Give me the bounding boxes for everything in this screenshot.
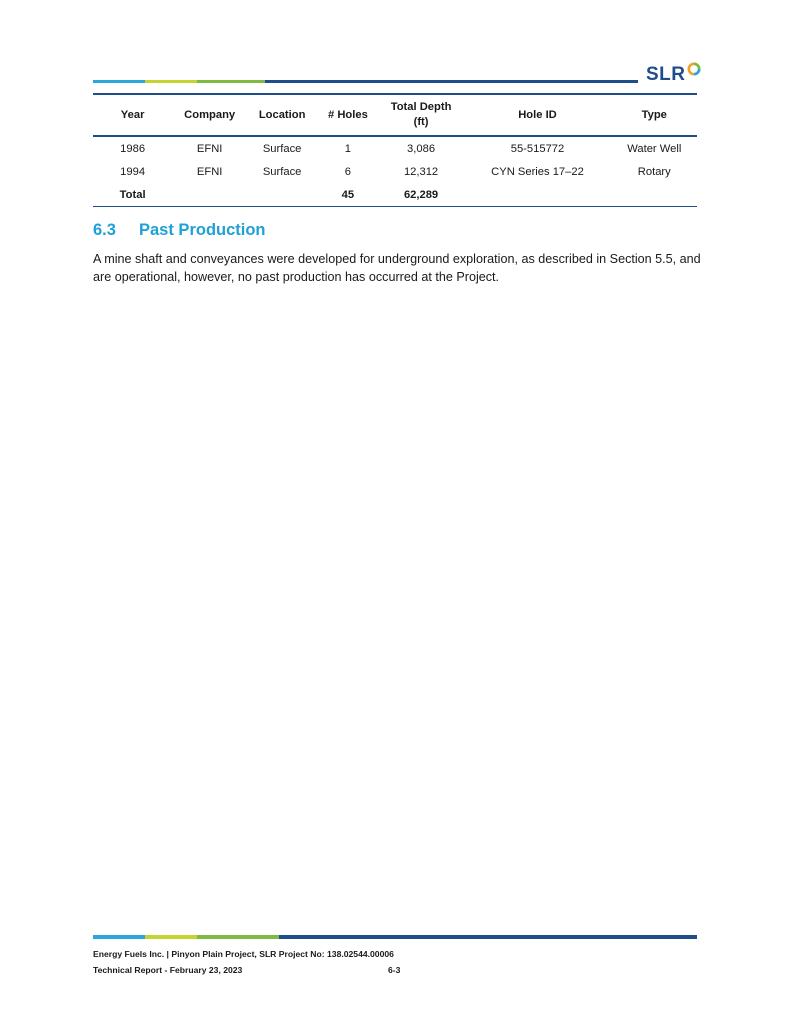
- cell-holes: 6: [344, 165, 352, 178]
- footer-rule-green-segment: [197, 935, 279, 939]
- cell-total-holes: 45: [341, 188, 355, 201]
- logo-text: SLR: [646, 64, 686, 85]
- header-rule-lime-segment: [145, 80, 197, 83]
- header-rule: [93, 80, 638, 83]
- column-header-location: Location: [258, 108, 306, 121]
- section-number: 6.3: [93, 221, 116, 239]
- section-title: Past Production: [139, 221, 266, 239]
- column-header-company: Company: [184, 108, 236, 121]
- section-body-paragraph: A mine shaft and conveyances were developed for underground exploration, as described in Section 5.5, and are operational, however, no past production has occurred at the Project.: [93, 252, 701, 284]
- cell-year: 1986: [120, 142, 146, 155]
- header-rule-green-segment: [197, 80, 265, 83]
- cell-empty: [247, 183, 317, 207]
- column-header-holes: # Holes: [328, 108, 368, 121]
- footer-page-number: 6-3: [388, 965, 401, 975]
- cell-depth: 3,086: [407, 142, 436, 155]
- header-rule-blue-segment: [265, 80, 638, 83]
- column-header-total-depth-line2: (ft): [413, 116, 429, 128]
- column-header-year: Year: [120, 108, 145, 121]
- cell-location: Surface: [262, 142, 302, 155]
- cell-holes: 1: [344, 142, 352, 155]
- footer-rule-cyan-segment: [93, 935, 145, 939]
- table-total-row: [93, 183, 697, 207]
- footer-rule-blue-segment: [279, 935, 697, 939]
- table-row: [93, 136, 697, 160]
- cell-company: EFNI: [196, 165, 223, 178]
- slr-logo: [646, 62, 701, 88]
- section-heading: [93, 221, 266, 240]
- column-header-hole-id: Hole ID: [518, 108, 557, 121]
- header-rule-cyan-segment: [93, 80, 145, 83]
- cell-year: 1994: [120, 165, 146, 178]
- cell-empty: [463, 183, 611, 207]
- column-header-type: Type: [641, 108, 667, 121]
- cell-total-label: Total: [119, 188, 146, 201]
- column-header-total-depth: [379, 94, 464, 136]
- footer-report-line: Technical Report - February 23, 2023: [93, 965, 243, 975]
- table-header-row: [93, 94, 697, 136]
- footer-rule-lime-segment: [145, 935, 197, 939]
- cell-type: Rotary: [637, 165, 671, 178]
- cell-hole-id: CYN Series 17–22: [491, 165, 584, 178]
- cell-depth: 12,312: [403, 165, 439, 178]
- footer-rule: [93, 935, 697, 939]
- logo-mark-icon: [687, 62, 701, 76]
- footer-project-line: Energy Fuels Inc. | Pinyon Plain Project, SLR Project No: 138.02544.00006: [93, 949, 394, 959]
- cell-total-depth: 62,289: [403, 188, 439, 201]
- cell-type: Water Well: [627, 142, 682, 155]
- table-row: [93, 160, 697, 183]
- cell-company: EFNI: [196, 142, 223, 155]
- cell-location: Surface: [262, 165, 302, 178]
- drilling-table: [93, 93, 697, 207]
- column-header-total-depth-line1: Total Depth: [390, 101, 452, 113]
- cell-hole-id: 55-515772: [510, 142, 565, 155]
- cell-empty: [612, 183, 697, 207]
- cell-empty: [172, 183, 247, 207]
